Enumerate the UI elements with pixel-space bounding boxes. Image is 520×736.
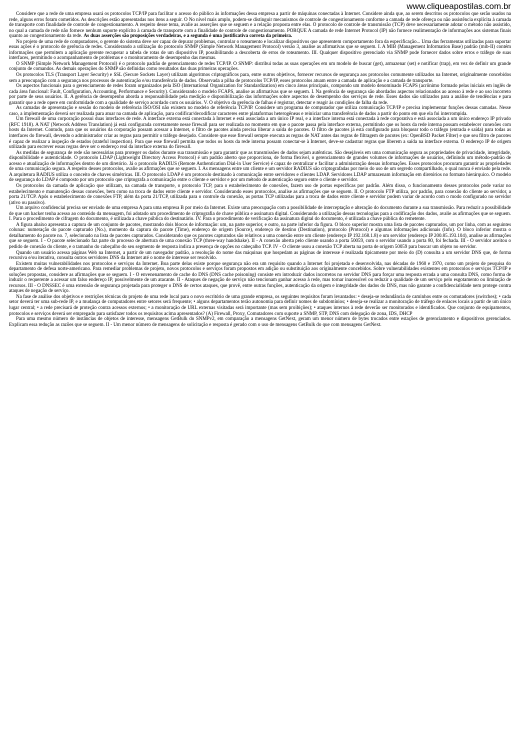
paragraph	[9, 184, 511, 206]
paragraph-text: Os aspectos funcionais para o gerenciamento de redes foram organizados pela ISO (International Organization for Standardization) em cinco áreas principais, compondo um modelo denominado FCAPS (acrônimo formado pelas iniciais em inglês de cada área funcional: Fault, Configuration, Accounting, Performance e Security). Considerando o modelo FCAPS, analise as afirmativas que se seguem. I. Na gerência de segurança são abordados aspectos relacionados ao acesso à rede e ao uso incorreto por parte de seus usuários. II. A gerência de desempenho aborda a responsabilidade pela medição e disponibilização das informações sobre aspectos de desempenho dos serviços de rede. Esses dados são utilizados para a análise de tendências e para garantir que a rede opere em conformidade com a qualidade de serviço acordado com os usuários. V. O objetivo da gerência de falhas é registrar, detectar e reagir às condições de falha da rede.	[9, 84, 511, 106]
paragraph	[9, 106, 511, 117]
paragraph	[9, 117, 511, 150]
paragraph-text: As camadas de apresentação e sessão do modelo de referência ISO/OSI não existem no modelo de referência TCP/IP. Considere um programa de computador que utiliza comunicação TCP/IP e precisa implementar funções dessas camadas. Nesse caso, a implementação deverá ser realizada para atuar na camada de aplicação, para codificar/decodificar caracteres entre plataformas heterogêneas e reiniciar uma transferência de dados a partir do ponto em que ela foi interrompida.	[9, 106, 511, 117]
paragraph-text: Um firewall de uma corporação possui duas interfaces de rede. A interface externa está conectada à Internet e está associada a um único IP real, e a interface interna está conectada à rede corporativa e está associada a um único endereço IP privado (RFC 1918). A NAT (Network Address Translation) já está configurada corretamente nesse firewall para ser realizada no momento em que o pacote passa pela interface externa, permitindo que os hosts da rede interna possam estabelecer conexões com hosts da Internet. Contudo, para que os usuários da corporação possam acessar a Internet, o filtro de pacotes ainda precisa liberar a saída de pacotes. O filtro de pacotes já está configurado para bloquear todo o tráfego (entrada e saída) para todas as interfaces do firewall, devendo o administrador criar as regras para permitir o tráfego desejado. Considere que esse firewall sempre executa as regras de NAT antes das regras de filtragem de pacotes (ex: OpenBSD Packet Filter) e que seu filtro de pacotes é capaz de realizar a inspeção de estados (stateful inspection). Para que esse firewall permita que todos os hosts da rede interna possam conectar-se à Internet, deve-se cadastrar regras que liberem a saída na interface externa. O endereço IP de origem utilizado para escrever essas regras deve ser o endereço real da interface externa do firewall.	[9, 117, 511, 151]
paragraph	[9, 251, 511, 262]
paragraph	[9, 151, 511, 184]
paragraph-text: Na fase de análise dos objetivos e restrições técnicas do projeto de uma rede local para o novo escritório de uma grande empresa, os seguintes requisitos foram levantados: • deseja-se redundância de caminhos entre os comutadores (switches); • cada setor deverá ter uma sub-rede IP, e a mudança de computadores entre setores será frequente; • alguns departamentos terão autonomia para definir nomes de subdomínios; • deseja-se realizar a monitoração de tráfego de enlaces locais a partir de um único lugar central; • a rede precisará de proteção contra acessos externos; • a monitoração de URL externas visitadas será importante (mas sem proibições); • ataques internos à rede deverão ser monitorados e identificados. Que conjunto de equipamentos, protocolos e serviços deverá ser empregado para satisfazer todos os requisitos acima apresentados? (A) Firewall, Proxy, Comutadores com suporte a SNMP, STP, DNS com delegação de zona, IDS, DHCP	[9, 294, 511, 317]
paragraph	[9, 12, 511, 40]
paragraph-text: As medidas de segurança de rede são necessárias para proteger os dados durante sua transmissão e para garantir que as transmissões de dados sejam autênticas. São desejáveis em uma comunicação segura as propriedades de privacidade, integridade, disponibilidade e autenticidade. O protocolo LDAP (Lightweight Directory Access Protocol) é um padrão aberto que proporciona, de forma flexível, o gerenciamento de grandes volumes de informações de usuários, definindo um método-padrão de acesso e atualização de informações dentro de um diretório. Já o protocolo RADIUS (Remote Authentication Dial-in User Service) é capaz de centralizar e facilitar a administração dessas informações. Esses protocolos procuram garantir as propriedades de uma comunicação segura. A respeito desses protocolos, avalie as afirmações que se seguem. I. As mensagens entre um cliente e um servidor RADIUS são criptografadas por meio do uso de um segredo compartilhado, o qual nunca é enviado pela rede. A arquitetura RADIUS utiliza o conceito de chaves simétricas. III. O protocolo LDAP é um protocolo destinado à comunicação entre servidores e clientes LDAP. Servidores LDAP armazenam informação em diretórios no formato hierárquico. O modelo de segurança do LDAP é composto por um protocolo que criptografa a comunicação entre o cliente e servidor e por um método de autenticação seguro entre o cliente e servidor.	[9, 150, 511, 184]
paragraph	[9, 62, 511, 73]
paragraph-text: Existem muitas vulnerabilidades nos protocolos e serviços da Internet. Boa parte delas existe porque segurança não era um requisito quando a Internet foi projetada e desenvolvida, nas décadas de 1960 e 1970, como um projeto de pesquisa do departamento de defesa norte-americano. Para remediar problemas de projeto, novos protocolos e serviços foram propostos em adição ou substituição aos originalmente concebidos. Sobre vulnerabilidades existentes em protocolos e serviços TCP/IP e soluções propostas, considere as afirmações que se seguem. I - O envenenamento de cache do DNS (DNS cache poisoning) consiste em introduzir dados incorretos no servidor DNS para forçar uma resposta errada a uma consulta DNS, como forma de induzir o requerente a acessar um falso endereço IP, possivelmente de um atacante. II - Ataques de negação de serviço não tencionam ganhar acesso à rede, mas tornar inacessível ou reduzir a qualidade de um serviço pelo esgotamento ou limitação de recursos. III - O DNSSEC é uma extensão de segurança projetada para proteger o DNS de certos ataques, que provê, entre outras funções, autenticação da origem e integridade dos dados do DNS, mas não garante a confidencialidade nem protege contra ataques de negação de serviço.	[9, 261, 511, 295]
paragraph-text: A figura abaixo apresenta a captura de um conjunto de pacotes, mostrando dois blocos de informação: um, na parte superior, e outro, na parte inferior da figura. O bloco superior mostra uma lista de pacotes capturados, um por linha, com as seguintes colunas: numeração do pacote capturado (No.), momento da captura do pacote (Time), endereço de origem (Source), endereço de destino (Destination), protocolo (Protocol) e algumas informações adicionais (Info). O bloco inferior mostra o detalhamento do pacote no. 7, selecionado na lista de pacotes capturados. Considerando que os pacotes capturados são relativos a uma conexão entre um cliente (endereço IP 192.168.1.8) e um servidor (endereço IP 200.85.193.104), analise as afirmações que se seguem. I - O pacote selecionado faz parte do processo de abertura de uma conexão TCP (three-way handshake). II - A conexão aberta pelo cliente usando a porta 50059, com o servidor usando a porta 80, foi fechada. III - O servidor aceitou o pedido de conexão do cliente, e o tamanho do cabeçalho do seu segmento de resposta indica a presença de opções no cabeçalho TCP. IV - O cliente usou a conexão TCP aberta na porta de origem 50059 para buscar um objeto no servidor.	[9, 222, 511, 250]
paragraph	[9, 73, 511, 84]
paragraph	[9, 223, 511, 251]
paragraph	[9, 262, 511, 295]
paragraph	[9, 40, 511, 62]
paragraph-text: Os protocolos TLS (Transport Layer Security) e SSL (Secure Sockets Layer) utilizam algoritmos criptográficos para, entre outros objetivos, fornecer recursos de segurança aos protocolos comumente utilizados na Internet, originalmente concebidos sem a preocupação com a segurança nos processos de autenticação e/ou transferência de dados. Observada a pilha de protocolos TCP/IP, esses protocolos atuam entre a camada de aplicação e a camada de transporte.	[9, 73, 511, 84]
paragraph-text: Para uma mesmo número de instâncias de objetos de interesse, mensagens GetBulk do SNMPv2, em comparação a mensagens GetNext, geram um menor número de bytes trocados entre estações de gerenciamento e dispositivos gerenciados. Explicam essa redução as razões que se seguem. II - Um menor número de mensagens de solicitação e resposta é gerado com o uso de mensagens GetBulk do que com mensagens GetNext.	[9, 317, 511, 328]
paragraph	[9, 206, 511, 223]
site-url-header: www.cliqueapostilas.com.br	[406, 1, 511, 11]
paragraph-text: Considere que a rede de uma empresa usará os protocolos TCP/IP para facilitar o acesso do público às informações dessa empresa a partir de máquinas conectadas à Internet. Considere ainda que, ao serem descritos os protocolos que serão usados na rede, alguns erros foram cometidos. As descrições estão apresentadas nos itens a seguir. O No nível mais amplo, podem-se distinguir mecanismos de controle de congestionamento conforme a camada de rede ofereça ou não assistência explícita à camada de transporte com finalidade de controle de congestionamento. A respeito desse tema, avalie as asserções que se seguem e a relação proposta entre elas. O protocolo de controle de transmissão (TCP) deve necessariamente adotar o método não assistido, no qual a camada de rede não fornece nenhum suporte explícito à camada de transporte com a finalidade de controle de congestionamento. PORQUE A camada de rede Internet Protocol (IP) não fornece realimentação de informações aos sistemas finais quanto ao congestionamento da rede.	[9, 12, 511, 40]
paragraph-text: Os protocolos da camada de aplicação que utilizam, na camada de transporte, o protocolo TCP, para o estabelecimento de conexões, fazem uso de portas específicas por padrão. Além disso, o funcionamento desses protocolos pode variar no estabelecimento e manutenção dessas conexões, bem como na troca de dados entre cliente e servidor. Considerando esses protocolos, analise as afirmações que se seguem. II. O protocolo FTP utiliza, por padrão, para conexão do cliente ao servidor, a porta 21/TCP. Após o estabelecimento de conexões FTP, além da porta 21/TCP, utilizada para o controle da conexão, as portas TCP utilizadas para a troca de dados entre cliente e servidor podem variar de acordo com o modo configurado no servidor (ativo ou passivo).	[9, 183, 511, 206]
paragraph-text: No projeto de uma rede de computadores, o gerente do sistema deve ser capaz de depurar problemas, controlar o roteamento e localizar dispositivos que apresentem comportamento fora da especificação... Uma das ferramentas utilizadas para suportar essas ações é o protocolo de gerência de redes. Considerando a utilização do protocolo SNMP (Simple Network Management Protocol) versão 3, analise as afirmativas que se seguem. I. A MIB (Management Information Base) padrão (mib-II) contém informações que permitem a aplicação gerente recuperar a tabela de rotas de um dispositivo IP, possibilitando a descoberta de erros de roteamento. III. Qualquer dispositivo gerenciado via SNMP pode fornecer dados sobre erros e tráfego de suas interfaces, permitindo o acompanhamento de problemas e o monitoramento de desempenho das mesmas.	[9, 39, 511, 62]
paragraph-answer: As duas asserções são proposições verdadeiras, e a segunda é uma justificativa correta da primeira.	[83, 34, 293, 40]
paragraph-text: Um arquivo confidencial precisa ser enviado de uma empresa A para uma empresa B por meio da Internet. Existe uma preocupação com a possibilidade de interceptação e alteração do documento durante a sua transmissão. Para reduzir a possibilidade de que um hacker tenha acesso ao conteúdo da mensagem, foi adotado um procedimento de criptografia de chave pública e assinatura digital. Considerando a utilização dessas tecnologias para a codificação dos dados, avalie as afirmações que se seguem. I. Para o procedimento de cifragem do documento, é utilizada a chave pública do destinatário. IV. Para o procedimento de verificação da assinatura digital do documento, é utilizada a chave pública do remetente.	[9, 206, 511, 223]
paragraph	[9, 317, 511, 328]
paragraph-text: O SNMP (Simple Network Management Protocol) é o protocolo padrão de gerenciamento de redes TCP/IP. O SNMP: distribui todas as suas operações em um modelo de buscar (get), armazenar (set) e notificar (trap), em vez de definir um grande conjunto de comandos. As demais operações do SNMP são definidas como resultados das duas primeiras operações.	[9, 61, 511, 73]
document-body	[9, 12, 511, 328]
paragraph	[9, 295, 511, 317]
paragraph	[9, 84, 511, 106]
paragraph-text: Quando um usuário acessa páginas Web na Internet, a partir de um navegador padrão, a resolução do nome das máquinas que hospedam as páginas de interesse é realizada tipicamente por meio do (D) consulta a um servidor DNS que, de forma recursiva e/ou iterativa, consulta outros servidores DNS da Internet até o nome de interesse ser resolvido.	[9, 250, 511, 262]
